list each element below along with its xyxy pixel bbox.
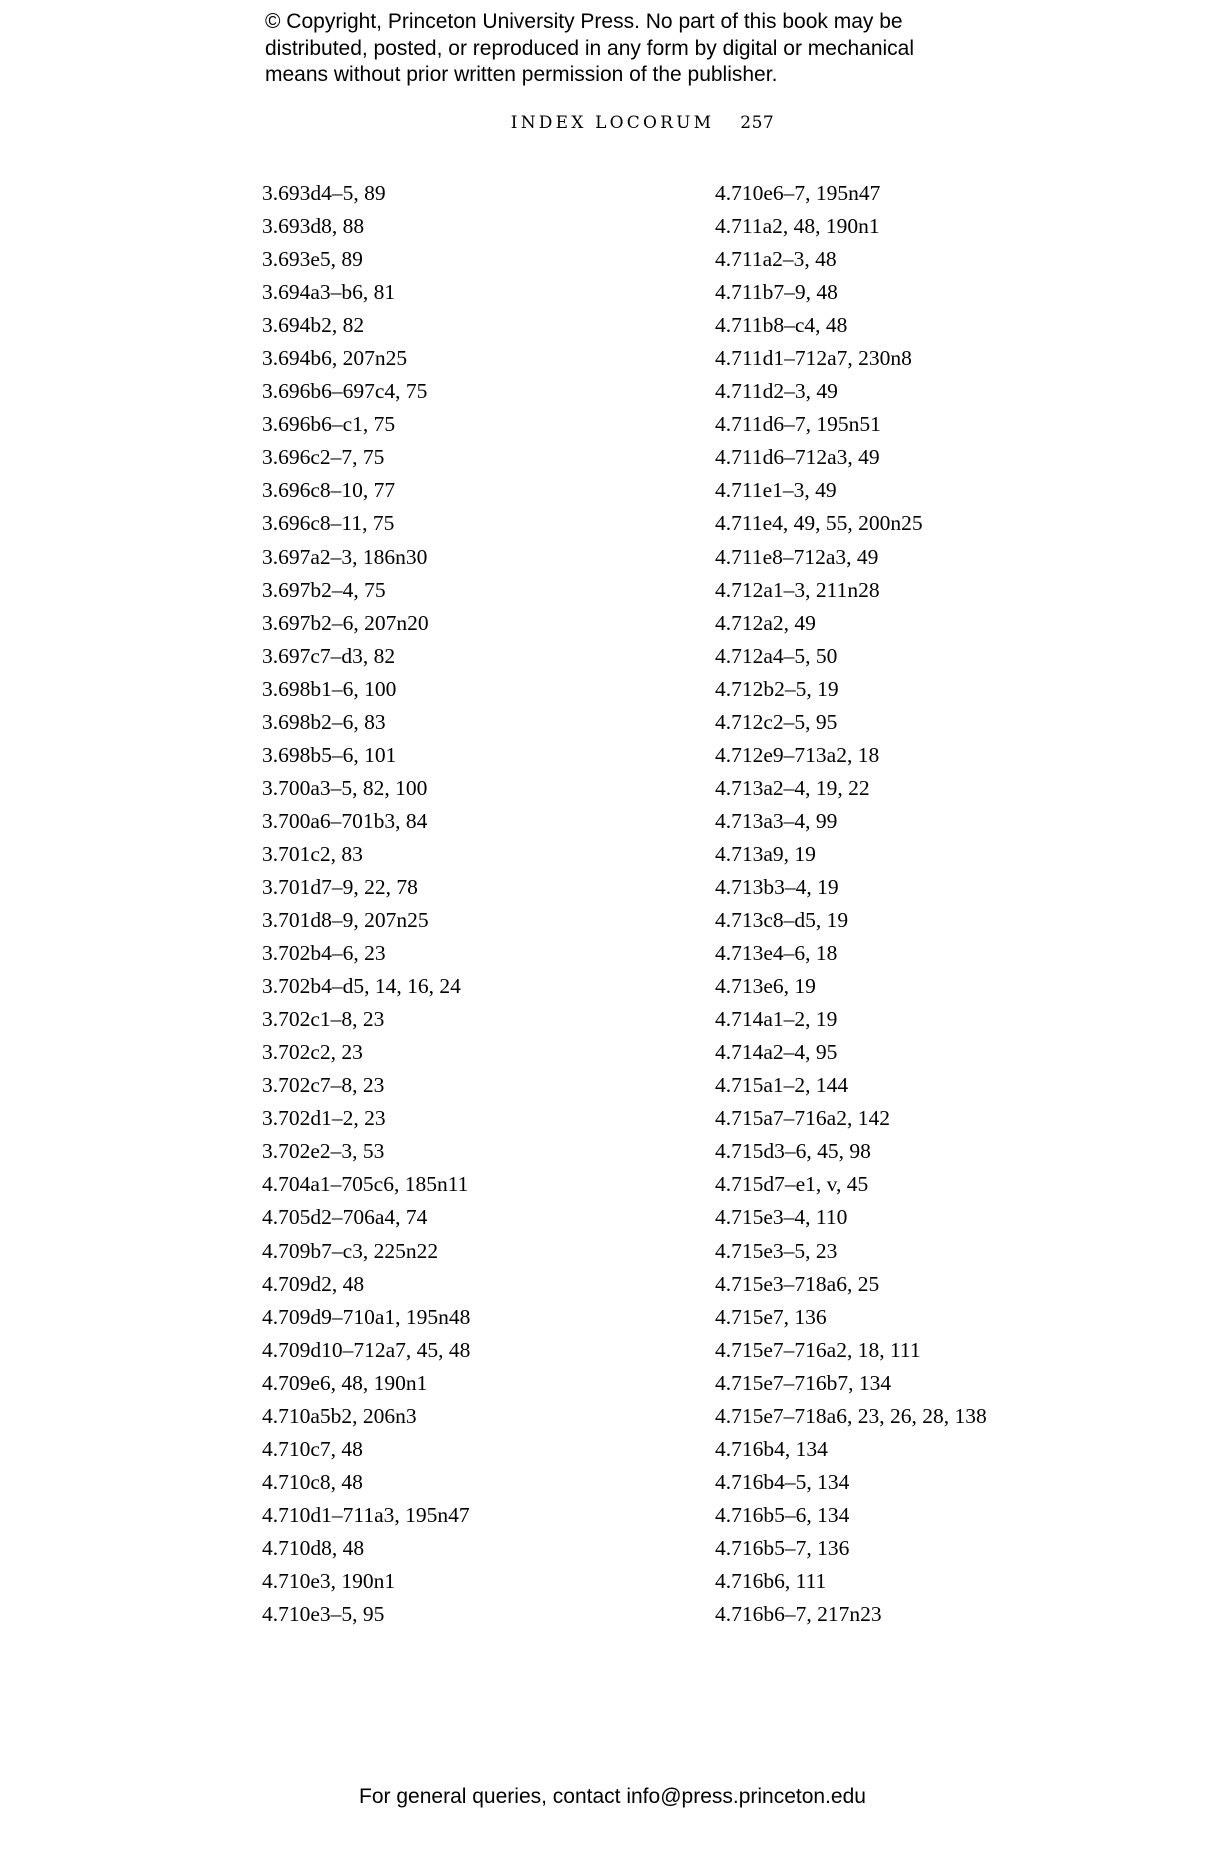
index-entry: 4.715d7–e1, v, 45 [715, 1172, 869, 1197]
index-entry: 3.698b1–6, 100 [262, 676, 397, 701]
index-entry: 4.714a2–4, 95 [715, 1040, 838, 1065]
index-entry: 4.711a2, 48, 190n1 [715, 214, 880, 239]
index-entry: 3.697c7–d3, 82 [262, 643, 396, 668]
index-entry: 4.710c8, 48 [262, 1469, 363, 1494]
index-entry: 4.712a4–5, 50 [715, 643, 838, 668]
index-entry: 4.715a7–716a2, 142 [715, 1106, 890, 1131]
index-entry: 4.713b3–4, 19 [715, 874, 839, 899]
index-entry: 3.696c8–10, 77 [262, 478, 396, 503]
index-entry: 4.711d6–712a3, 49 [715, 445, 880, 470]
index-entry: 3.702d1–2, 23 [262, 1106, 386, 1131]
index-entry: 4.713c8–d5, 19 [715, 908, 849, 933]
index-entry: 4.710a5b2, 206n3 [262, 1403, 417, 1428]
index-entry: 4.710e3, 190n1 [262, 1568, 396, 1593]
index-entry: 4.710e3–5, 95 [262, 1602, 385, 1627]
index-entry: 3.698b2–6, 83 [262, 709, 386, 734]
index-entry: 4.710c7, 48 [262, 1436, 363, 1461]
index-entry: 3.702e2–3, 53 [262, 1139, 385, 1164]
copyright-notice [265, 9, 1025, 89]
index-entry: 4.712e9–713a2, 18 [715, 742, 880, 767]
index-entry: 4.713e6, 19 [715, 974, 816, 999]
index-entry: 4.711b8–c4, 48 [715, 313, 848, 338]
index-entry: 4.715d3–6, 45, 98 [715, 1139, 871, 1164]
index-entry: 4.709d9–710a1, 195n48 [262, 1304, 471, 1329]
copyright-line: means without prior written permission of the publisher. [265, 63, 778, 86]
index-entry: 3.702b4–6, 23 [262, 941, 386, 966]
index-entry: 4.712c2–5, 95 [715, 709, 838, 734]
index-entry: 4.712a1–3, 211n28 [715, 577, 880, 602]
index-entry: 4.705d2–706a4, 74 [262, 1205, 428, 1230]
index-entry: 3.702c1–8, 23 [262, 1007, 385, 1032]
copyright-line: © Copyright, Princeton University Press. No part of this book may be [265, 10, 903, 33]
index-entry: 4.715e3–5, 23 [715, 1238, 838, 1263]
index-entry: 4.711d1–712a7, 230n8 [715, 346, 912, 371]
running-head [0, 113, 1225, 133]
index-entry: 4.713e4–6, 18 [715, 941, 838, 966]
index-entry: 3.693d8, 88 [262, 214, 365, 239]
index-entry: 4.713a9, 19 [715, 841, 816, 866]
index-entry: 4.713a3–4, 99 [715, 808, 838, 833]
index-entry: 3.701d8–9, 207n25 [262, 908, 429, 933]
index-entry: 4.715e7, 136 [715, 1304, 827, 1329]
index-entry: 3.694b2, 82 [262, 313, 365, 338]
index-entry: 3.694b6, 207n25 [262, 346, 408, 371]
index-entry: 4.709d2, 48 [262, 1271, 365, 1296]
index-entry: 3.700a3–5, 82, 100 [262, 775, 428, 800]
index-entry: 4.716b6, 111 [715, 1568, 827, 1593]
index-column-right [715, 177, 987, 1631]
index-entry: 3.702c7–8, 23 [262, 1073, 385, 1098]
index-column-left [262, 177, 470, 1631]
index-entry: 4.716b6–7, 217n23 [715, 1602, 882, 1627]
index-entry: 4.716b5–6, 134 [715, 1502, 850, 1527]
index-entry: 4.710d1–711a3, 195n47 [262, 1502, 470, 1527]
index-entry: 4.715a1–2, 144 [715, 1073, 849, 1098]
index-entry: 3.696c2–7, 75 [262, 445, 385, 470]
index-entry: 3.697a2–3, 186n30 [262, 544, 428, 569]
index-entry: 4.704a1–705c6, 185n11 [262, 1172, 469, 1197]
index-entry: 4.711d2–3, 49 [715, 379, 838, 404]
index-entry: 3.697b2–6, 207n20 [262, 610, 429, 635]
index-entry: 4.715e3–4, 110 [715, 1205, 848, 1230]
index-entry: 4.710e6–7, 195n47 [715, 181, 881, 205]
index-entry: 4.715e7–716a2, 18, 111 [715, 1337, 921, 1362]
index-entry: 3.696b6–697c4, 75 [262, 379, 428, 404]
index-entry: 4.713a2–4, 19, 22 [715, 775, 870, 800]
index-entry: 3.696b6–c1, 75 [262, 412, 396, 437]
index-entry: 3.693d4–5, 89 [262, 181, 386, 205]
index-entry: 3.701c2, 83 [262, 841, 363, 866]
index-entry: 3.696c8–11, 75 [262, 511, 395, 536]
index-entry: 3.702b4–d5, 14, 16, 24 [262, 974, 461, 999]
footer-contact: For general queries, contact info@press.princeton.edu [359, 1785, 866, 1808]
index-entry: 3.693e5, 89 [262, 247, 363, 272]
index-entry: 4.711e1–3, 49 [715, 478, 837, 503]
index-entry: 3.700a6–701b3, 84 [262, 808, 428, 833]
index-entry: 4.712b2–5, 19 [715, 676, 839, 701]
index-entry: 3.698b5–6, 101 [262, 742, 397, 767]
index-entry: 4.709b7–c3, 225n22 [262, 1238, 439, 1263]
index-entry: 4.715e7–718a6, 23, 26, 28, 138 [715, 1403, 987, 1428]
index-entry: 4.712a2, 49 [715, 610, 816, 635]
index-entry: 4.711d6–7, 195n51 [715, 412, 881, 437]
index-entry: 4.716b4, 134 [715, 1436, 828, 1461]
index-entry: 4.709d10–712a7, 45, 48 [262, 1337, 471, 1362]
index-entry: 4.710d8, 48 [262, 1535, 365, 1560]
index-entry: 4.711a2–3, 48 [715, 247, 837, 272]
index-entry: 4.715e3–718a6, 25 [715, 1271, 880, 1296]
index-entry: 3.701d7–9, 22, 78 [262, 874, 418, 899]
page-number: 257 [740, 113, 775, 133]
index-entry: 4.709e6, 48, 190n1 [262, 1370, 428, 1395]
index-entry: 4.711e4, 49, 55, 200n25 [715, 511, 923, 536]
copyright-line: distributed, posted, or reproduced in any form by digital or mechanical [265, 36, 915, 60]
index-entry: 4.716b4–5, 134 [715, 1469, 850, 1494]
index-entry: 4.716b5–7, 136 [715, 1535, 850, 1560]
running-head-title: INDEX LOCORUM [510, 113, 715, 133]
index-entry: 3.697b2–4, 75 [262, 577, 386, 602]
index-entry: 3.694a3–b6, 81 [262, 280, 396, 305]
index-entry: 3.702c2, 23 [262, 1040, 363, 1065]
index-entry: 4.715e7–716b7, 134 [715, 1370, 892, 1395]
index-entry: 4.714a1–2, 19 [715, 1007, 838, 1032]
index-entry: 4.711b7–9, 48 [715, 280, 838, 305]
index-entry: 4.711e8–712a3, 49 [715, 544, 879, 569]
